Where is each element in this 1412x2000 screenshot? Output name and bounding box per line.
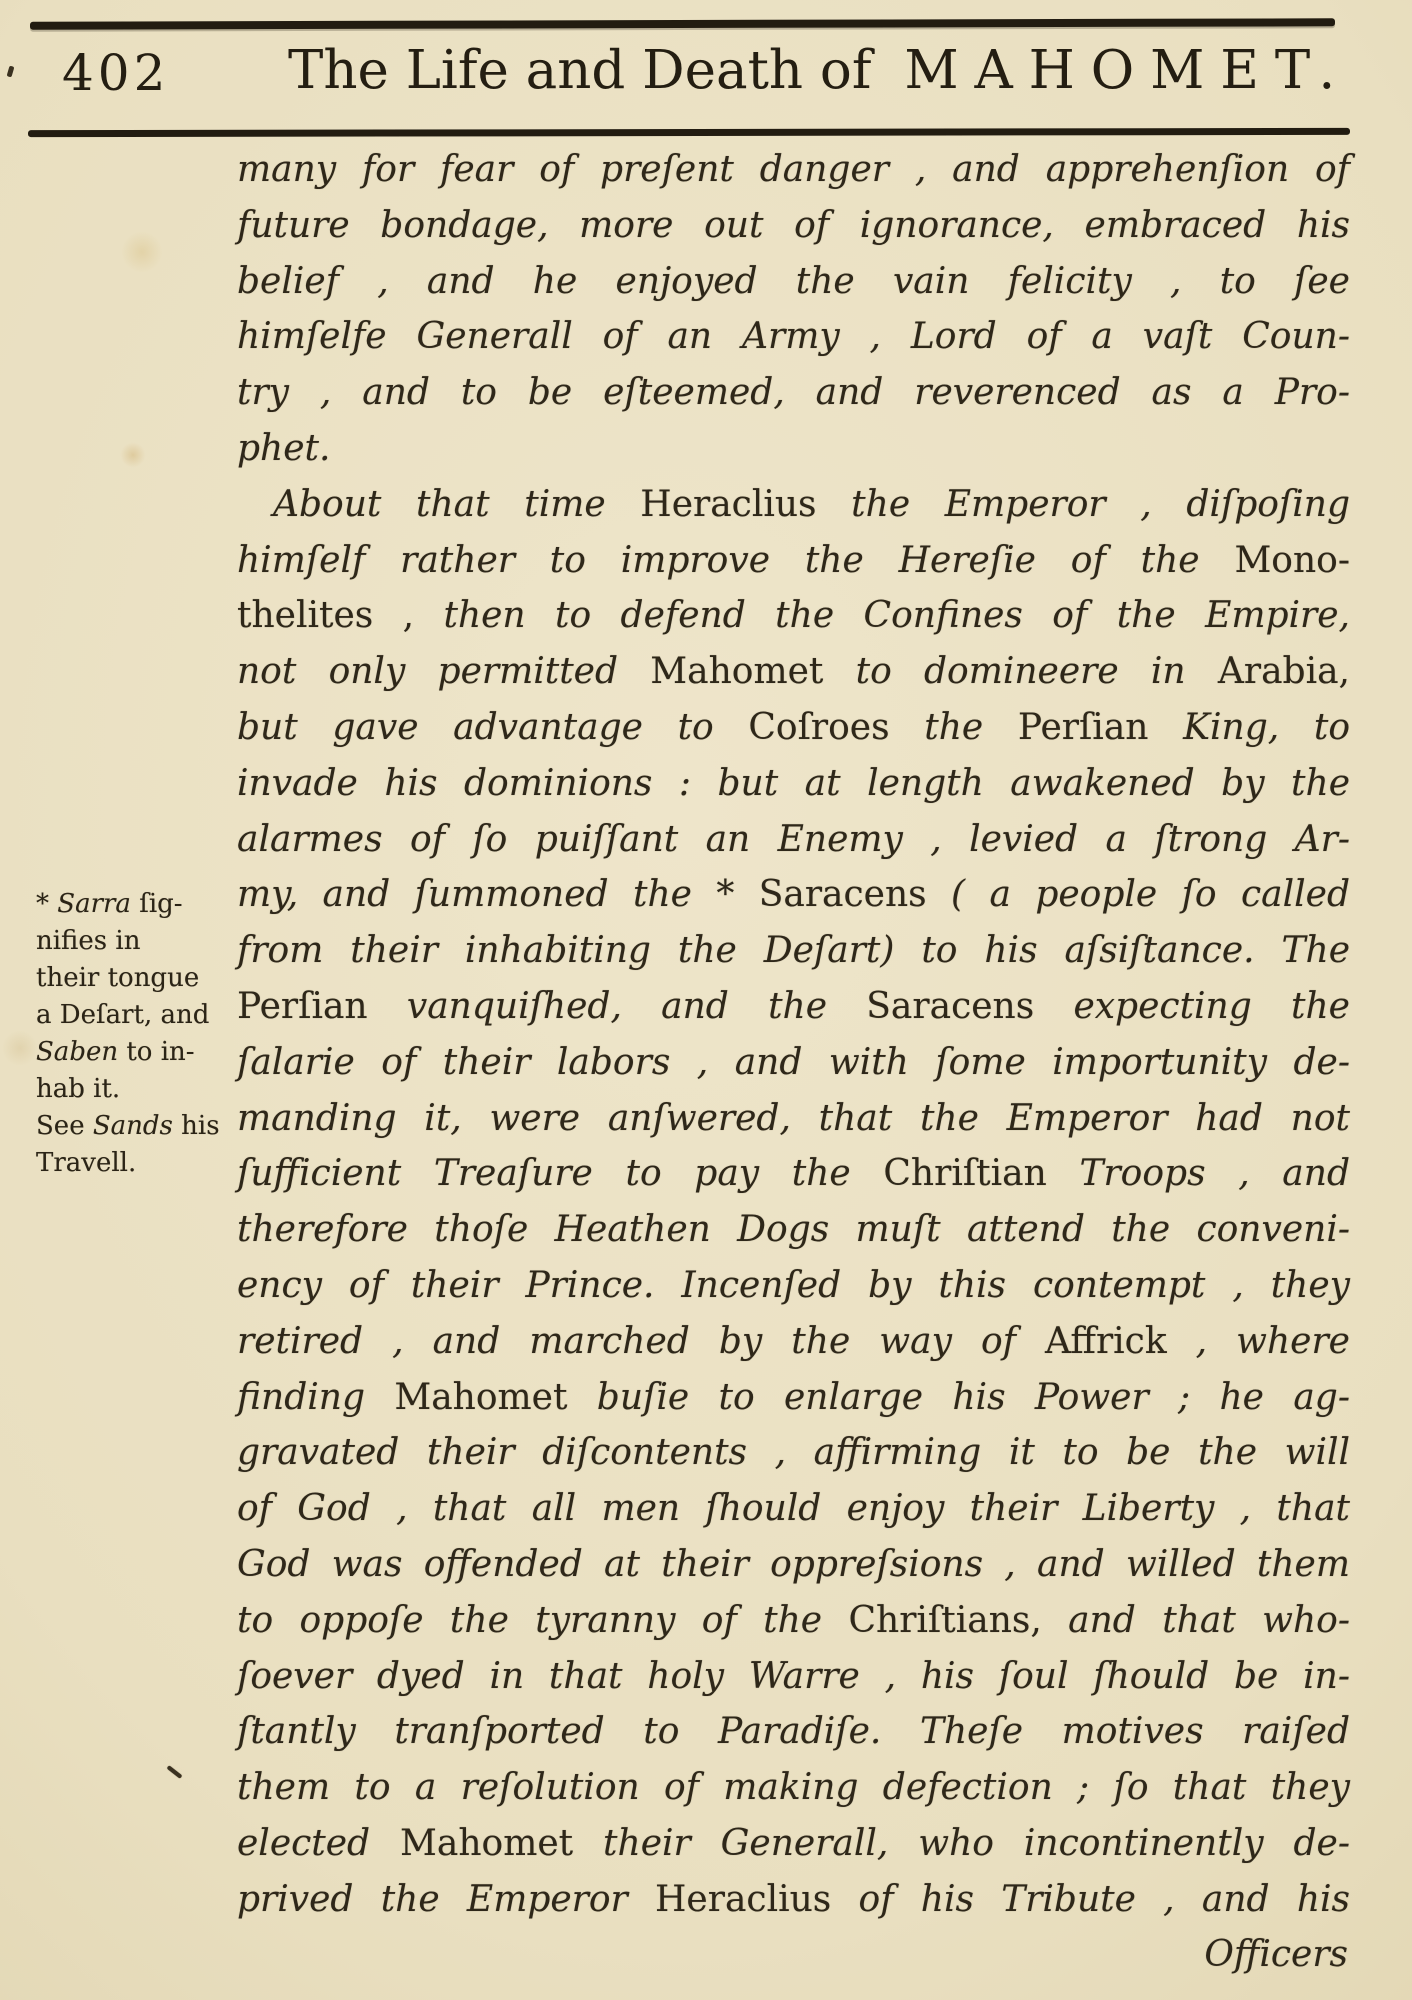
text-segment: himſelf rather to improve the Hereſie of the [237,539,1235,581]
body-line [237,309,1350,365]
text-segment: of his Tribute , and his [831,1878,1350,1920]
text-segment: ency of their Prince. Incenſed by this contempt , they [237,1264,1350,1306]
page-number: 402 [62,44,170,102]
text-segment: gravated their diſcontents , affirming it to be the will [237,1432,1350,1474]
text-segment: the [889,706,1018,748]
catchword: Officers [1204,1934,1348,1975]
body-line [237,1370,1350,1426]
body-line [237,142,1350,198]
text-segment: Affrick [1045,1320,1167,1362]
body-line [237,1649,1350,1705]
text-segment: ſalarie of their labors , and with ſome importunity de- [237,1041,1350,1083]
text-segment: About that time [273,483,641,525]
text-segment: Arabia, [1217,651,1350,693]
running-title [288,40,1351,101]
running-title-caps: MAHOMET. [904,40,1352,101]
text-segment: Coſroes [748,706,890,748]
text-segment: his [172,1111,220,1141]
text-segment: vanquiſhed, and the [367,985,867,1027]
running-title-main: The Life and Death of [288,40,872,101]
text-segment: thelites , [237,595,415,637]
text-segment: from their inhabiting the Deſart) to his aſsiſtance. The [237,930,1350,972]
text-segment: ſtantly tranſported to Paradiſe. Theſe motives raiſed [237,1711,1350,1753]
margin-note-line [36,960,238,997]
body-line [237,421,1350,477]
body-line [237,1035,1350,1091]
body-line [237,1091,1350,1147]
text-segment: God was offended at their oppreſsions , and willed them [237,1543,1350,1585]
text-segment: Sarra [57,889,131,919]
margin-note [36,886,238,1182]
text-segment: of God , that all men ſhould enjoy their Liberty , that [237,1488,1350,1530]
body-line [237,1537,1350,1593]
body-line [237,1146,1350,1202]
body-line [237,979,1350,1035]
text-segment: manding it, were anſwered, that the Emperor had not [237,1097,1350,1139]
text-segment: Saracens [866,985,1035,1027]
body-line [237,756,1350,812]
text-segment: my, and ſummoned the * [237,874,759,916]
text-segment: Heraclius [655,1878,832,1920]
text-segment: to oppoſe the tyranny of the [237,1599,849,1641]
text-segment: phet. [237,427,331,469]
stray-ink-mark [7,66,15,78]
margin-note-line [36,886,238,923]
body-line [237,923,1350,979]
body-line [237,1481,1350,1537]
margin-note-line [36,1108,238,1145]
text-segment: but gave advantage to [237,706,749,748]
text-segment: Troops , and [1046,1153,1350,1195]
text-segment: Chriſtian [883,1153,1047,1195]
body-line [237,1816,1350,1872]
text-segment: prived the Emperor [237,1878,656,1920]
text-segment: Saracens [758,874,927,916]
text-segment: Perſian [237,985,368,1027]
text-segment: See [36,1111,93,1141]
text-segment: ſufficient Treaſure to pay the [237,1153,884,1195]
text-segment: to in- [118,1037,195,1067]
text-segment: ſoever dyed in that holy Warre , his ſoul ſhould be in- [237,1655,1350,1697]
header-rule [28,128,1350,137]
text-segment: ( a people ſo called [926,874,1350,916]
text-segment: not only permitted [237,651,651,693]
margin-note-line [36,923,238,960]
margin-note-line [36,1071,238,1108]
text-segment: Perſian [1017,706,1149,748]
body-line [237,1704,1350,1760]
text-segment: ſig- [130,889,183,919]
text-segment: them to a reſolution of making defection ; ſo that they [237,1767,1350,1809]
body-line [237,1258,1350,1314]
body-line [237,1593,1350,1649]
body-text [237,142,1350,1928]
text-segment: then to defend the Confines of the Empire, [414,595,1350,637]
margin-note-line [36,997,238,1034]
text-segment: nifies in [36,926,141,956]
text-segment: to domineere in [823,651,1218,693]
body-line [237,254,1350,310]
body-line [237,477,1350,533]
body-line [237,588,1350,644]
text-segment: Saben [36,1037,119,1067]
text-segment: buſie to enlarge his Power ; he ag- [567,1376,1350,1418]
text-segment: Mahomet [650,651,824,693]
text-segment: many for fear of preſent danger , and apprehenſion of [237,149,1350,190]
body-line [237,1872,1350,1928]
text-segment: a Deſart, and [36,1000,210,1030]
text-segment: belief , and he enjoyed the vain felicity , to ſee [237,260,1350,302]
text-segment: try , and to be eſteemed, and reverenced as a Pro- [237,372,1350,414]
text-segment: Chriſtians, [848,1599,1042,1641]
body-line [237,867,1350,923]
text-segment: Mahomet [400,1822,574,1864]
text-segment: * [36,889,58,919]
body-line [237,533,1350,589]
text-segment: retired , and marched by the way of [237,1320,1045,1362]
body-line [237,1202,1350,1258]
body-line [237,644,1350,700]
text-segment: Travell. [36,1148,137,1178]
body-line [237,1425,1350,1481]
text-segment: the Emperor , diſpoſing [816,483,1351,525]
text-segment: finding [237,1376,395,1418]
text-segment: hab it. [36,1074,121,1104]
stray-ink-mark [167,1765,183,1779]
text-segment: their tongue [36,963,200,993]
top-rule [30,18,1335,29]
text-segment: their Generall, who incontinently de- [573,1822,1350,1864]
body-line [237,1314,1350,1370]
text-segment: future bondage, more out of ignorance, embraced his [237,204,1350,246]
body-line [237,1760,1350,1816]
text-segment: and that who- [1041,1599,1350,1641]
body-line [237,198,1350,254]
text-segment: King, to [1148,706,1350,748]
body-line [237,700,1350,756]
body-line [237,812,1350,868]
text-segment: Sands [92,1111,173,1141]
text-segment: alarmes of ſo puiſſant an Enemy , levied a ſtrong Ar- [237,818,1350,860]
text-segment: Mahomet [394,1376,568,1418]
text-segment: himſelfe Generall of an Army , Lord of a vaſt Coun- [237,316,1350,358]
text-segment: Heraclius [640,483,817,525]
body-line [237,365,1350,421]
text-segment: Mono- [1234,539,1350,581]
text-segment: elected [237,1822,401,1864]
text-segment: expecting the [1034,985,1350,1027]
text-segment: therefore thoſe Heathen Dogs muſt attend the conveni- [237,1209,1350,1251]
text-segment: , where [1166,1320,1350,1362]
text-segment: invade his dominions : but at length awakened by the [237,762,1350,804]
margin-note-line [36,1145,238,1182]
margin-note-line [36,1034,238,1071]
